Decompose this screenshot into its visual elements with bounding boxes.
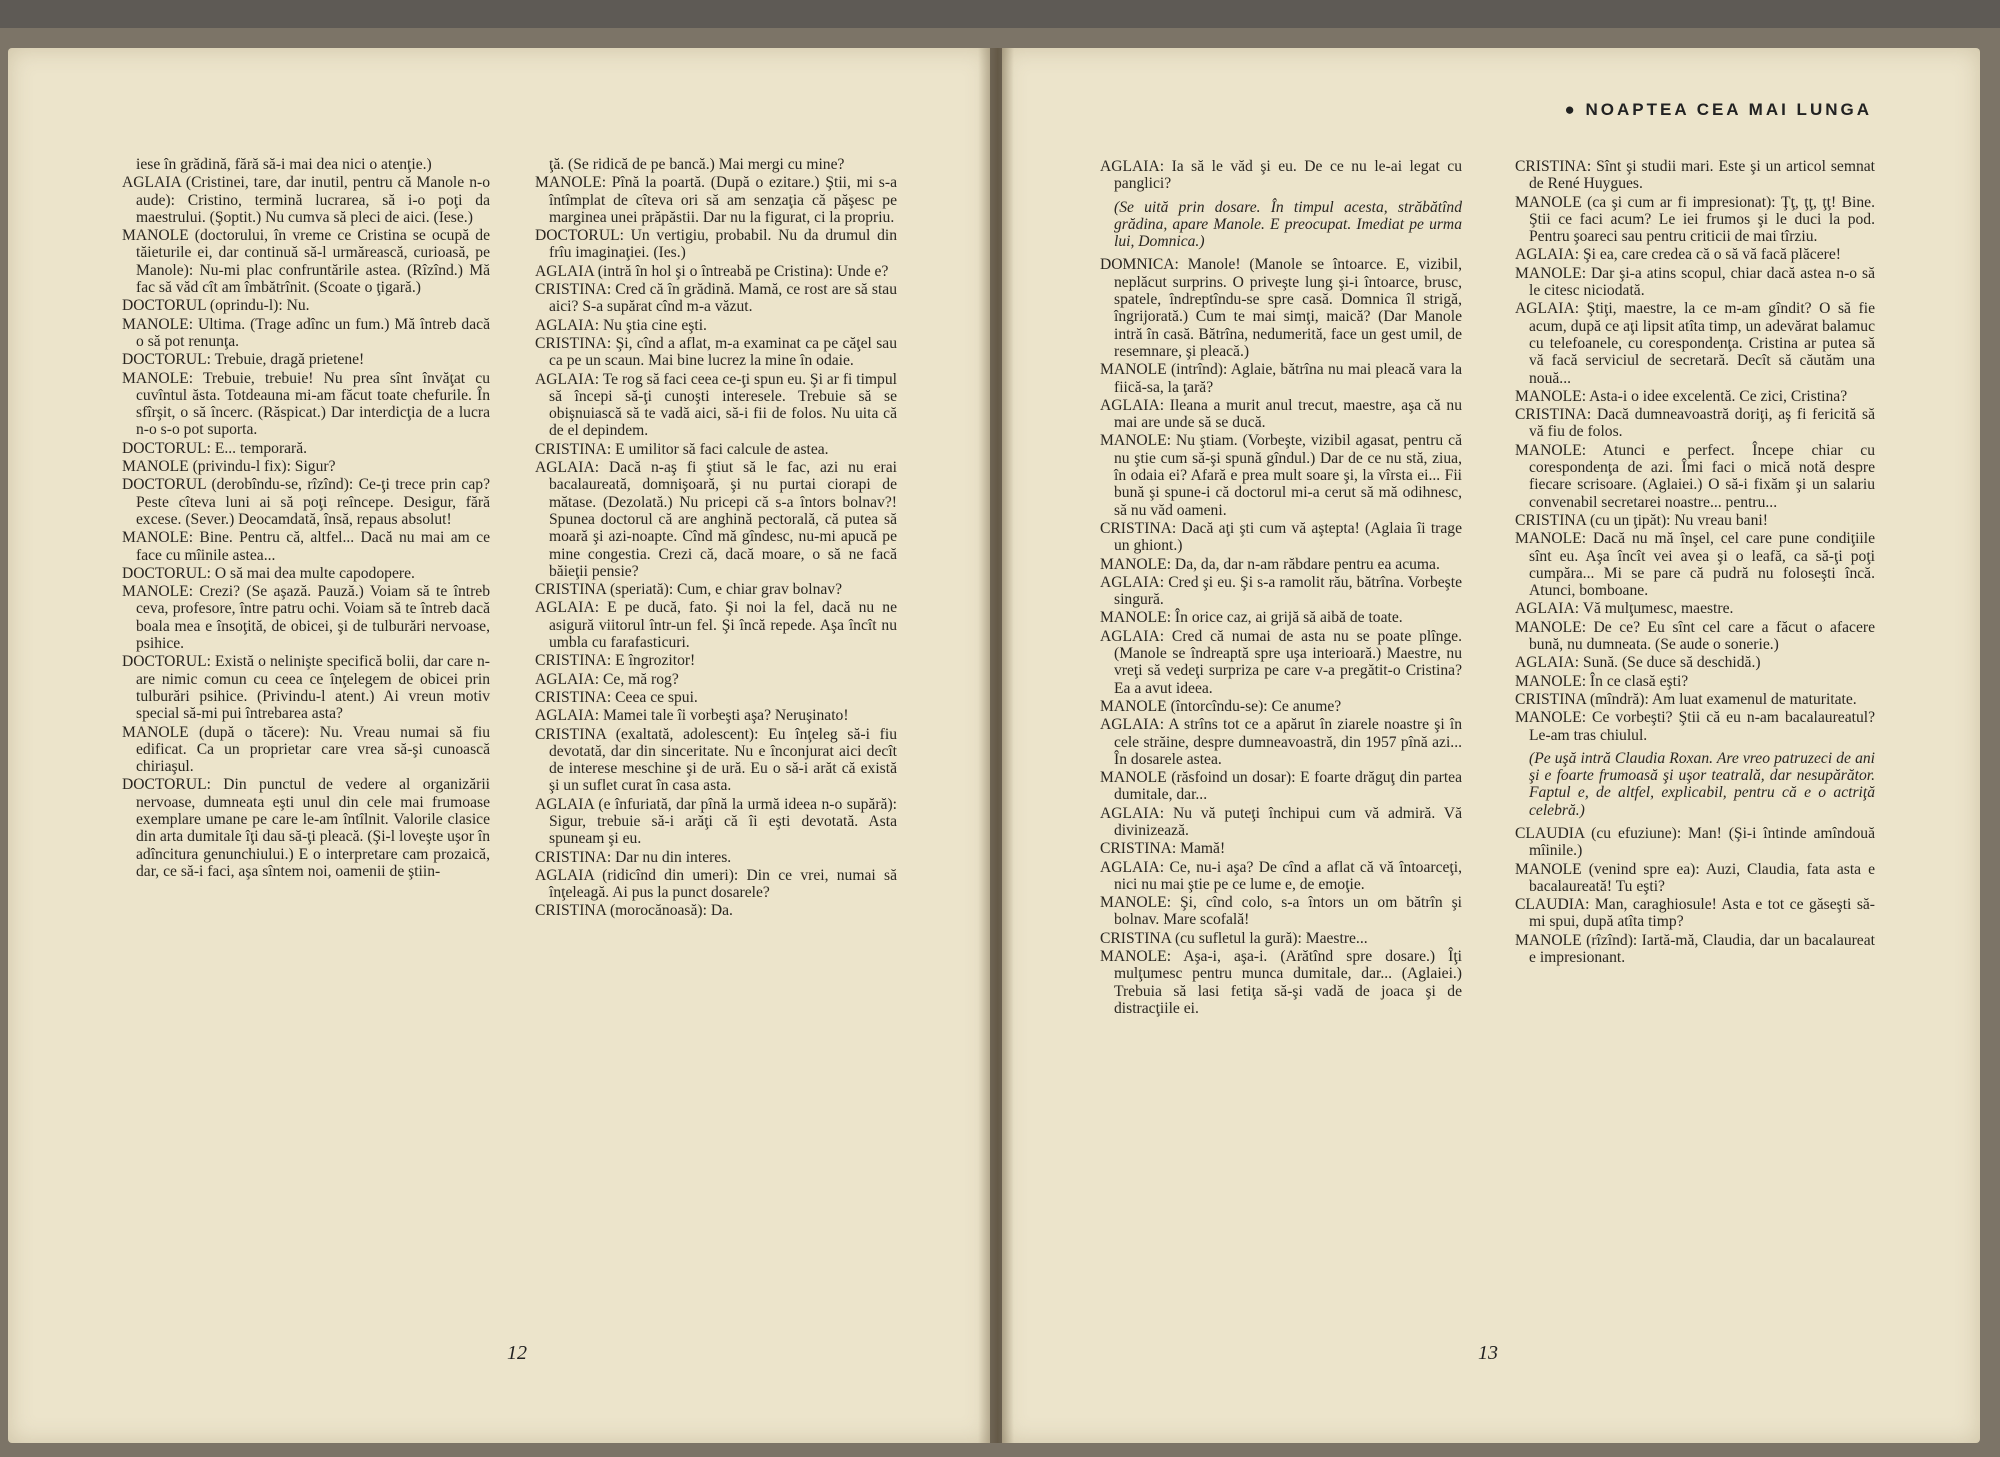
dialogue-paragraph: AGLAIA: Şi ea, care credea că o să vă facă plăcere! <box>1515 246 1841 264</box>
dialogue-paragraph: AGLAIA: Te rog să faci ceea ce-ţi spun eu. Şi ar fi timpul să începi să-ţi cunoşti interesele. Trebuie să se obişnuiască să te vadă aici, să-i fii de folos. Nu uita că de el depindem. <box>535 370 897 440</box>
dialogue-paragraph: MANOLE (doctorului, în vreme ce Cristina se ocupă de tăieturile ei, dar continuă să-l urmărească, curioasă, pe Manole): Nu-mi plac confruntările astea. (Rîzînd.) Mă fac să văd cît am îmbătrînit. (Scoate o ţigară.) <box>122 227 490 297</box>
dialogue-paragraph: MANOLE: Asta-i o idee excelentă. Ce zici, Cristina? <box>1515 387 1848 405</box>
dialogue-paragraph: CRISTINA (mîndră): Am luat examenul de maturitate. <box>1515 690 1857 708</box>
dialogue-paragraph: iese în grădină, fără să-i mai dea nici o atenţie.) <box>136 156 432 173</box>
dialogue-paragraph: AGLAIA: Mamei tale îi vorbeşti aşa? Neruşinato! <box>535 707 849 725</box>
book-gutter <box>978 48 1014 1443</box>
dialogue-paragraph: MANOLE (după o tăcere): Nu. Vreau numai să fiu edificat. Ca un proprietar care vrea să-şi cunoască chiriaşul. <box>122 723 490 776</box>
right-page-column-1 <box>1100 158 1462 1018</box>
dialogue-paragraph: CRISTINA (cu sufletul la gură): Maestre... <box>1100 929 1368 947</box>
dialogue-paragraph: CRISTINA: Dar nu din interes. <box>535 848 732 866</box>
dialogue-paragraph: AGLAIA: Ce, mă rog? <box>535 670 679 688</box>
dialogue-paragraph: MANOLE (intrînd): Aglaie, bătrîna nu mai pleacă vara la fiică-sa, la ţară? <box>1100 361 1462 396</box>
dialogue-paragraph: AGLAIA: Ce, nu-i aşa? De cînd a aflat că vă întoarceţi, nici nu mai ştie pe ce lume e, de emoţie. <box>1100 858 1462 893</box>
dialogue-paragraph: MANOLE (privindu-l fix): Sigur? <box>122 458 336 476</box>
dialogue-paragraph: CRISTINA (speriată): Cum, e chiar grav bolnav? <box>535 581 843 599</box>
dialogue-paragraph: DOMNICA: Manole! (Manole se întoarce. E, vizibil, neplăcut surprins. O priveşte lung şi-i întoarce, brusc, spatele, îndreptîndu-se spre casă. Domnica îl strigă, îngrijorată.) Cum te mai simţi, maică? (Dar Manole intră în casă. Bătrîna, nedumerită, face un gest umil, de resemnare, şi pleacă.) <box>1100 256 1462 360</box>
dialogue-paragraph: CRISTINA: E umilitor să faci calcule de astea. <box>535 440 829 458</box>
dialogue-paragraph: MANOLE: Da, da, dar n-am răbdare pentru ea acuma. <box>1100 555 1440 573</box>
dialogue-paragraph: AGLAIA: Vă mulţumesc, maestre. <box>1515 600 1734 618</box>
dialogue-paragraph: AGLAIA (Cristinei, tare, dar inutil, pentru că Manole n-o aude): Cristino, termină lucrarea, să i-o poţi da maestrului. (Şoptit.) Nu cumva să pleci de aici. (Iese.) <box>122 174 490 226</box>
dialogue-paragraph: CRISTINA: Sînt şi studii mari. Este şi un articol semnat de René Huygues. <box>1515 158 1875 193</box>
dialogue-paragraph: CRISTINA: Mamă! <box>1100 840 1226 858</box>
dialogue-paragraph: MANOLE: Şi, cînd colo, s-a întors un om bătrîn şi bolnav. Mare scofală! <box>1100 894 1462 929</box>
dialogue-paragraph: AGLAIA: Nu ştia cine eşti. <box>535 316 707 334</box>
dialogue-paragraph: AGLAIA: Nu vă puteţi închipui cum vă admiră. Vă divinizează. <box>1100 804 1462 839</box>
dialogue-paragraph: DOCTORUL: Un vertigiu, probabil. Nu da drumul din frîu imaginaţiei. (Ies.) <box>535 227 897 262</box>
stage-direction: (Se uită prin dosare. În timpul acesta, străbătînd grădina, apare Manole. E preocupat. Imediat pe urma lui, Domnica.) <box>1114 198 1462 251</box>
dialogue-paragraph: CLAUDIA: Man, caraghiosule! Asta e tot ce găseşti să-mi spui, după atîta timp? <box>1515 896 1875 931</box>
left-page-column-1 <box>122 156 490 881</box>
dialogue-paragraph: CRISTINA: Şi, cînd a aflat, m-a examinat ca pe căţel sau ca pe un scaun. Mai bine lucrez la mine în odaie. <box>535 334 897 370</box>
dialogue-paragraph: MANOLE: Aşa-i, aşa-i. (Arătînd spre dosare.) Îţi mulţumesc pentru munca dumitale, dar... (Aglaiei.) Trebuia să lasi fetiţa să-şi vadă de joaca şi de distracţiile ei. <box>1100 948 1462 1017</box>
dialogue-paragraph: MANOLE (răsfoind un dosar): E foarte drăguţ din partea dumitale, dar... <box>1100 769 1462 804</box>
dialogue-paragraph: MANOLE: Trebuie, trebuie! Nu prea sînt învăţat cu cuvîntul ăsta. Totdeauna mi-am făcut toate chefurile. În sfîrşit, o să încerc. (Răspicat.) Dar interdicţia de a lucra n-o s-o pot suporta. <box>122 369 490 439</box>
dialogue-paragraph: DOCTORUL: Din punctul de vedere al organizării nervoase, dumneata eşti unul din cele mai frumoase exemplare umane pe care le-am întîlnit. Valorile clasice din arta dumitale îţi dau să-ţi pleacă. (Şi-l loveşte uşor în adîncitura genunchiului.) E o interpretare cam prozaică, dar, ce să-i faci, aşa sîntem noi, oamenii de ştiin- <box>122 776 490 880</box>
dialogue-paragraph: MANOLE: De ce? Eu sînt cel care a făcut o afacere bună, nu dumneata. (Se aude o sonerie.) <box>1515 618 1875 654</box>
right-page-column-2 <box>1515 158 1875 967</box>
dialogue-paragraph: MANOLE: Bine. Pentru că, altfel... Dacă nu mai am ce face cu mîinile astea... <box>122 529 490 564</box>
dialogue-paragraph: AGLAIA (ridicînd din umeri): Din ce vrei, numai să înţeleagă. Ai pus la punct dosarele? <box>535 866 897 902</box>
dialogue-paragraph: AGLAIA: A strîns tot ce a apărut în ziarele noastre şi în cele străine, despre dumneavoastră, din 1957 pînă azi... În dosarele astea. <box>1100 716 1462 768</box>
dialogue-paragraph: MANOLE: Pînă la poartă. (După o ezitare.) Ştii, mi s-a întîmplat de cîteva ori să am senzaţia că păşesc pe marginea unei prăpăstii. Dar nu la figurat, ci la propriu. <box>535 174 897 226</box>
dialogue-paragraph: MANOLE: În ce clasă eşti? <box>1515 672 1689 690</box>
dialogue-paragraph: DOCTORUL (derobîndu-se, rîzînd): Ce-ţi trece prin cap? Peste cîteva luni ai să poţi reîncepe. Desigur, fără excese. (Sever.) Deocamdată, însă, repaus absolut! <box>122 476 490 528</box>
dialogue-paragraph: AGLAIA (e înfuriată, dar pînă la urmă ideea n-o supără): Sigur, trebuie să-i arăţi că îi eşti devotată. Asta spuneam şi eu. <box>535 795 897 848</box>
page-number-right: 13 <box>1478 1342 1498 1364</box>
dialogue-paragraph: MANOLE: Ce vorbeşti? Ştii că eu n-am bacalaureatul? Le-am tras chiulul. <box>1515 709 1875 744</box>
dialogue-paragraph: CRISTINA (cu un ţipăt): Nu vreau bani! <box>1515 511 1768 529</box>
dialogue-paragraph: CRISTINA: Ceea ce spui. <box>535 688 698 706</box>
stage-direction: (Pe uşă intră Claudia Roxan. Are vreo patruzeci de ani şi e foarte frumoasă şi uşor teatrală, dar nesupărător. Faptul e, de altfel, explicabil, pentru că e o actriţă celebră.) <box>1529 749 1875 819</box>
dialogue-paragraph: AGLAIA: Ileana a murit anul trecut, maestre, aşa că nu mai are unde să se ducă. <box>1100 396 1462 432</box>
dialogue-paragraph: MANOLE (întorcîndu-se): Ce anume? <box>1100 697 1342 715</box>
dialogue-paragraph: ţă. (Se ridică de pe bancă.) Mai mergi cu mine? <box>549 156 845 173</box>
running-head: ● NOAPTEA CEA MAI LUNGA <box>1564 100 1872 119</box>
dialogue-paragraph: AGLAIA: Ştiţi, maestre, la ce m-am gîndit? O să fie acum, după ce aţi lipsit atîta timp, un adevărat balamuc cu telefoanele, cu corespondenţa. Cristina ar putea să vă facă serviciul de secretară. Decît să căutăm una nouă... <box>1515 300 1875 387</box>
dialogue-paragraph: MANOLE: Nu ştiam. (Vorbeşte, vizibil agasat, pentru că nu ştie cum să-şi spună gîndul.) Dar de ce nu stă, ziua, în odaia ei? Afară e prea mult soare şi, la vîrsta ei... Fii bună şi spune-i că doctorul mi-a cerut să mă odihnesc, să nu văd oameni. <box>1100 432 1462 519</box>
dialogue-paragraph: AGLAIA: Cred că numai de asta nu se poate plînge. (Manole se îndreaptă spre uşa interioară.) Maestre, nu vreţi să vedeţi surpriza pe care v-a pregătit-o Cristina? Ea a avut ideea. <box>1100 627 1462 697</box>
dialogue-paragraph: CRISTINA (exaltată, adolescent): Eu înţeleg să-i fiu devotată, dar din sinceritate. Nu e înconjurat aici decît de interese meschine şi de ură. Eu o să-i arăt că există şi un suflet curat în casa asta. <box>535 725 897 795</box>
dialogue-paragraph: AGLAIA (intră în hol şi o întreabă pe Cristina): Unde e? <box>535 262 889 280</box>
dialogue-paragraph: MANOLE: Crezi? (Se aşază. Pauză.) Voiam să te întreb ceva, profesore, între patru ochi. Voiam să te întreb dacă boala mea e însoţită, de obicei, şi de tulburări nervoase, psihice. <box>122 583 490 653</box>
running-head-text: NOAPTEA CEA MAI LUNGA <box>1585 100 1872 119</box>
dialogue-paragraph: CRISTINA: E îngrozitor! <box>535 652 696 670</box>
dialogue-paragraph: DOCTORUL: E... temporară. <box>122 439 308 457</box>
dialogue-paragraph: AGLAIA: Sună. (Se duce să deschidă.) <box>1515 654 1761 672</box>
dialogue-paragraph: CRISTINA: Cred că în grădină. Mamă, ce rost are să stau aici? S-a supărat cînd m-a văzut. <box>535 281 897 316</box>
dialogue-paragraph: MANOLE (ca şi cum ar fi impresionat): Ţţ, ţţ, ţţ! Bine. Ştii ce faci acum? Le iei frumos şi le duci la pod. Pentru şoareci sau pentru criticii de mai tîrziu. <box>1515 193 1875 246</box>
dialogue-paragraph: AGLAIA: Cred şi eu. Şi s-a ramolit rău, bătrîna. Vorbeşte singură. <box>1100 573 1462 609</box>
dialogue-paragraph: DOCTORUL: Există o nelinişte specifică bolii, dar care n-are nimic comun cu ceea ce înţelegem de obicei prin tulburări psihice. (Privindu-l atent.) Ai vreun motiv special să-mi pui întrebarea asta? <box>122 653 490 723</box>
dialogue-paragraph: AGLAIA: E pe ducă, fato. Şi noi la fel, dacă nu ne asigură viitorul într-un fel. Şi încă repede. Aşa încît nu umbla cu farafasticuri. <box>535 599 897 652</box>
dialogue-paragraph: DOCTORUL: O să mai dea multe capodopere. <box>122 564 415 582</box>
left-page-column-2 <box>535 156 897 921</box>
dialogue-paragraph: CLAUDIA (cu efuziune): Man! (Şi-i întinde amîndouă mîinile.) <box>1515 824 1875 860</box>
dialogue-paragraph: CRISTINA: Dacă aţi şti cum vă aştepta! (Aglaia îi trage un ghiont.) <box>1100 519 1462 555</box>
dialogue-paragraph: DOCTORUL: Trebuie, dragă prietene! <box>122 351 365 369</box>
dialogue-paragraph: DOCTORUL (oprindu-l): Nu. <box>122 297 310 315</box>
dialogue-paragraph: CRISTINA (morocănoasă): Da. <box>535 902 733 920</box>
dialogue-paragraph: AGLAIA: Ia să le văd şi eu. De ce nu le-ai legat cu panglici? <box>1100 158 1462 193</box>
dialogue-paragraph: MANOLE: Ultima. (Trage adînc un fum.) Mă întreb dacă o să pot renunţa. <box>122 315 490 350</box>
page-number-left: 12 <box>507 1342 527 1364</box>
dialogue-paragraph: MANOLE (venind spre ea): Auzi, Claudia, fata asta e bacalaureată! Tu eşti? <box>1515 860 1875 895</box>
dialogue-paragraph: MANOLE: În orice caz, ai grijă să aibă de toate. <box>1100 609 1403 627</box>
dialogue-paragraph: MANOLE: Atunci e perfect. Începe chiar cu corespondenţa de azi. Îmi faci o mică notă despre fiecare scrisoare. (Aglaiei.) O să-i fixăm şi un salariu convenabil secretarei noastre... pentru... <box>1515 441 1875 511</box>
dialogue-paragraph: MANOLE: Dacă nu mă înşel, cel care pune condiţiile sînt eu. Aşa încît vei avea şi o leafă, ca să-ţi poţi cumpăra... Mi se pare că pudră nu foloseşti încă. Atunci, bomboane. <box>1515 530 1875 600</box>
dialogue-paragraph: CRISTINA: Dacă dumneavoastră doriţi, aş fi fericită să vă fiu de folos. <box>1515 406 1875 441</box>
dialogue-paragraph: MANOLE (rîzînd): Iartă-mă, Claudia, dar un bacalaureat e impresionant. <box>1515 931 1875 967</box>
dialogue-paragraph: AGLAIA: Dacă n-aş fi ştiut să le fac, azi nu erai bacalaureată, domnişoară, şi nu purtai ciorapi de mătase. (Dezolată.) Nu pricepi că s-a întors bolnav?! Spunea doctorul că are anghină pectorală, că putea să moară şi azi-noapte. Cînd mă gîndesc, nu-mi apucă pe mine congestia. Crezi că, dacă moare, o să ne facă băieţii pensie? <box>535 459 897 580</box>
dialogue-paragraph: MANOLE: Dar şi-a atins scopul, chiar dacă astea n-o să le citesc niciodată. <box>1515 264 1875 300</box>
